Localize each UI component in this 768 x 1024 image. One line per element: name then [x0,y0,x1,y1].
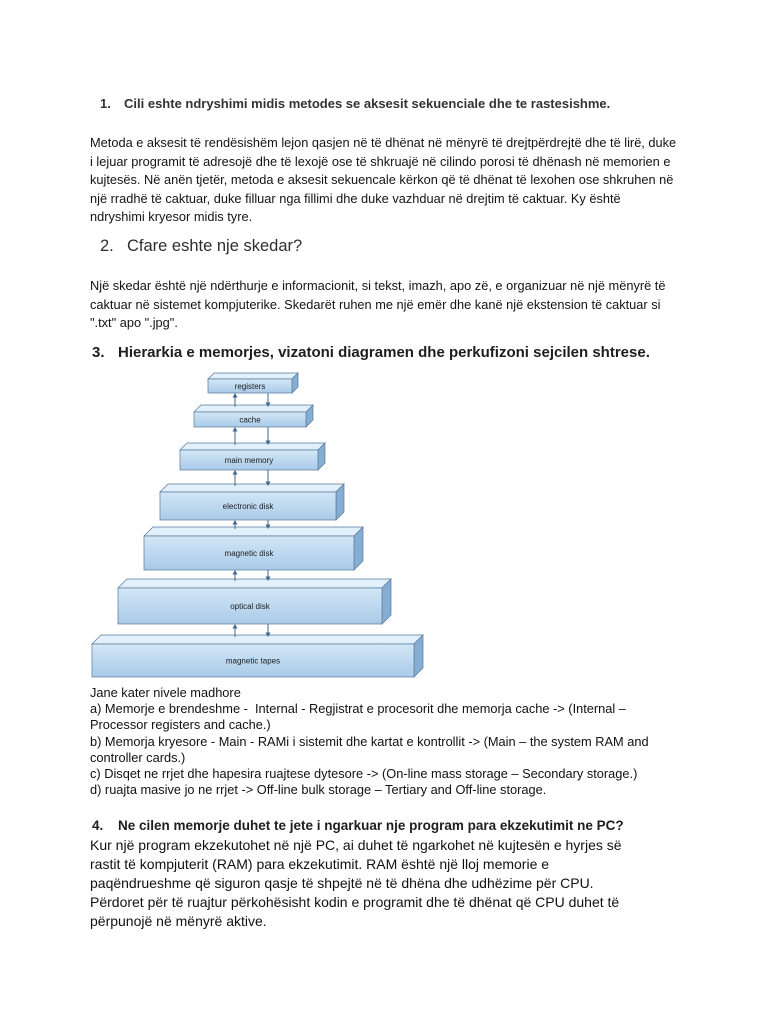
answer-line: c) Disqet ne rrjet dhe hapesira ruajtese dytesore -> (On-line mass storage – Secondary storage.) [90,766,638,782]
arrow-up-head [233,624,238,629]
arrow-up-head [233,570,238,575]
arrow-up-head [233,427,238,432]
answer-line: a) Memorje e brendeshme - Internal - Regjistrat e procesorit dhe memorja cache -> (Internal – [90,701,626,717]
answer-line: Jane kater nivele madhore [90,685,241,700]
question-3-answer [90,685,750,798]
box-top-face [92,635,423,644]
arrow-up-head [233,470,238,475]
question-title: Cfare eshte nje skedar? [127,237,303,255]
answer-line: një rradhë të caktuar, duke filluar nga fillimi dhe duke vazhduar në drejtim të caktuar. Ky është [90,190,621,206]
question-3-heading [92,343,732,363]
arrow-up-head [233,520,238,525]
answer-line: caktuar në sistemet kompjuterike. Skedarët ruhen me një emër dhe kanë një ekstension të caktuar si [90,296,661,312]
answer-line: Një skedar është një ndërthurje e informacionit, si tekst, imazh, apo zë, e organizuar në një mënyrë të [90,278,666,293]
question-2-heading [100,236,500,256]
level-label: electronic disk [222,501,274,511]
answer-line: rastit të kompjuterit (RAM) para ekzekutimit. RAM është një lloj memorie e [90,855,550,872]
level-label: magnetic disk [224,548,274,558]
level-box-main-memory [180,443,325,470]
answer-line: paqëndrueshme që siguron qasje të shpejtë në të dhëna dhe udhëzime për CPU. [90,874,594,891]
answer-line: Processor registers and cache.) [90,717,271,733]
level-box-magnetic-tapes [92,635,423,677]
question-title: Hierarkia e memorjes, vizatoni diagramen dhe perkufizoni sejcilen shtrese. [118,344,650,361]
answer-line: përpunojë në mënyrë aktive. [90,912,267,929]
question-number: 3. [92,344,105,361]
box-top-face [180,443,325,450]
answer-line: i lejuar programit të adresojë dhe të lexojë ose të shkruajë në cilindo porosi të dhënash në memorien e [90,153,671,169]
level-box-optical-disk [118,579,391,624]
box-top-face [160,484,344,492]
level-label: registers [234,381,266,391]
answer-line: Metoda e aksesit të rendësishëm lejon qasjen në të dhënat në mënyrë të drejtpërdrejtë dhe të lirë, duke [90,135,677,150]
question-title: Ne cilen memorje duhet te jete i ngarkuar nje program para ekzekutimit ne PC? [118,818,624,833]
arrow-up-head [233,393,238,398]
level-label: magnetic tapes [225,656,281,666]
question-1-heading [100,95,720,113]
level-label: cache [239,415,261,425]
box-top-face [144,527,363,536]
answer-line: Përdoret për të ruajtur përkohësisht kodin e programit dhe të dhënat që CPU duhet të [90,893,620,910]
level-label: optical disk [230,601,270,611]
box-top-face [118,579,391,588]
question-number: 1. [100,96,111,111]
question-number: 2. [100,237,114,255]
level-box-cache [194,405,313,427]
question-4-heading [92,817,732,835]
answer-line: kujtesës. Në anën tjetër, metoda e aksesit sekuencale kërkon që të dhënat të lexohen ose shkruhen në [90,172,674,188]
answer-line: Kur një program ekzekutohet në një PC, ai duhet të ngarkohet në kujtesën e hyrjes së [90,836,622,853]
answer-line: d) ruajta masive jo ne rrjet -> Off-line bulk storage – Tertiary and Off-line storage. [90,782,547,798]
memory-hierarchy-diagram [88,368,424,680]
question-2-answer [90,277,750,333]
level-box-magnetic-disk [144,527,363,570]
level-box-electronic-disk [160,484,344,520]
level-box-registers [208,373,298,393]
box-top-face [194,405,313,412]
box-top-face [208,373,298,379]
question-number: 4. [92,818,104,833]
question-4-answer [90,836,750,931]
question-1-answer [90,134,750,227]
question-title: Cili eshte ndryshimi midis metodes se aksesit sekuenciale dhe te rastesishme. [124,96,611,111]
answer-line: ndryshimi kryesor midis tyre. [90,209,253,225]
answer-line: ".txt" apo ".jpg". [90,315,178,331]
level-label: main memory [224,455,274,465]
answer-line: controller cards.) [90,749,186,765]
answer-line: b) Memorja kryesore - Main - RAMi i sistemit dhe kartat e kontrollit -> (Main – the system RAM and [90,733,649,749]
